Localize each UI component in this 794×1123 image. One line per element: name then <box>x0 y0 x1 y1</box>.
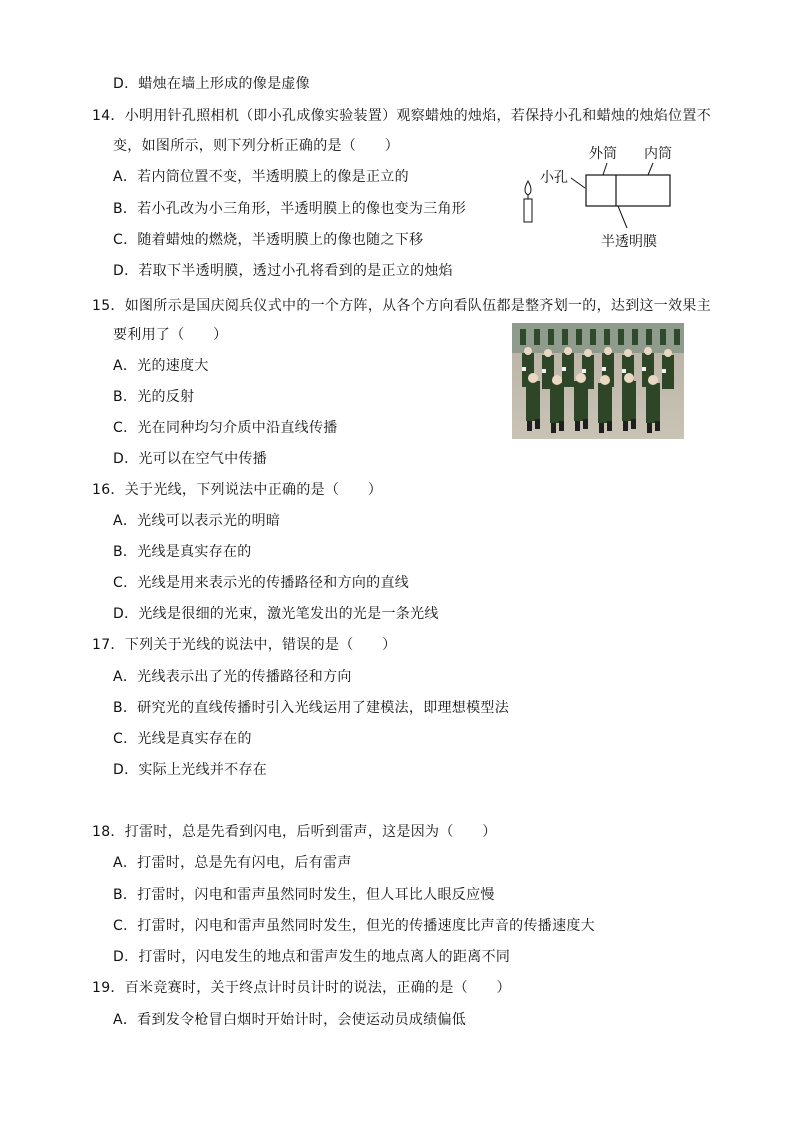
q16-option-b: B．光线是真实存在的 <box>113 544 252 560</box>
label-outer-tube: 外筒 <box>589 146 617 162</box>
q18-option-a: A．打雷时，总是先有闪电，后有雷声 <box>113 855 352 871</box>
q14-option-b: B．若小孔改为小三角形，半透明膜上的像也变为三角形 <box>113 201 467 217</box>
q18-stem: 18．打雷时，总是先看到闪电，后听到雷声，这是因为（ ） <box>92 824 497 840</box>
q15-option-c: C．光在同种均匀介质中沿直线传播 <box>113 420 338 436</box>
q13-option-d: D．蜡烛在墙上形成的像是虚像 <box>113 76 310 92</box>
q16-stem: 16．关于光线，下列说法中正确的是（ ） <box>92 482 383 498</box>
q15-stem-line1: 15．如图所示是国庆阅兵仪式中的一个方阵，从各个方向看队伍都是整齐划一的，达到这一效果主 <box>92 298 712 314</box>
q17-option-a: A．光线表示出了光的传播路径和方向 <box>113 669 352 685</box>
q17-option-b: B．研究光的直线传播时引入光线运用了建模法，即理想模型法 <box>113 700 510 716</box>
q15-option-a: A．光的速度大 <box>113 358 209 374</box>
q16-option-a: A．光线可以表示光的明暗 <box>113 513 281 529</box>
parade-photo <box>512 323 684 439</box>
label-pinhole: 小孔 <box>540 170 568 186</box>
label-inner-tube: 内筒 <box>644 146 672 162</box>
q18-option-c: C．打雷时，闪电和雷声虽然同时发生，但光的传播速度比声音的传播速度大 <box>113 918 595 934</box>
q17-option-d: D．实际上光线并不存在 <box>113 762 268 778</box>
q14-option-d: D．若取下半透明膜，透过小孔将看到的是正立的烛焰 <box>113 263 453 279</box>
q15-option-b: B．光的反射 <box>113 389 195 405</box>
q16-option-d: D．光线是很细的光束，激光笔发出的光是一条光线 <box>113 606 439 622</box>
label-translucent-film: 半透明膜 <box>601 234 657 250</box>
q19-stem: 19．百米竞赛时，关于终点计时员计时的说法，正确的是（ ） <box>92 980 511 996</box>
q16-option-c: C．光线是用来表示光的传播路径和方向的直线 <box>113 575 410 591</box>
q18-option-b: B．打雷时，闪电和雷声虽然同时发生，但人耳比人眼反应慢 <box>113 887 495 903</box>
q17-option-c: C．光线是真实存在的 <box>113 731 252 747</box>
q14-stem-line1: 14．小明用针孔照相机（即小孔成像实验装置）观察蜡烛的烛焰，若保持小孔和蜡烛的烛焰位置不 <box>92 108 712 124</box>
q18-option-d: D．打雷时，闪电发生的地点和雷声发生的地点离人的距离不同 <box>113 949 511 965</box>
q14-stem-line2: 变，如图所示，则下列分析正确的是（ ） <box>113 138 399 154</box>
outer-tube <box>586 175 670 206</box>
pinhole-camera-diagram <box>510 138 700 253</box>
q19-option-a: A．看到发令枪冒白烟时开始计时，会使运动员成绩偏低 <box>113 1012 467 1028</box>
q14-option-c: C．随着蜡烛的燃烧，半透明膜上的像也随之下移 <box>113 232 424 248</box>
q14-option-a: A．若内筒位置不变，半透明膜上的像是正立的 <box>113 169 409 185</box>
q15-option-d: D．光可以在空气中传播 <box>113 451 268 467</box>
candle-icon <box>524 181 532 222</box>
q17-stem: 17．下列关于光线的说法中，错误的是（ ） <box>92 637 397 653</box>
q15-stem-line2: 要利用了（ ） <box>113 327 228 343</box>
